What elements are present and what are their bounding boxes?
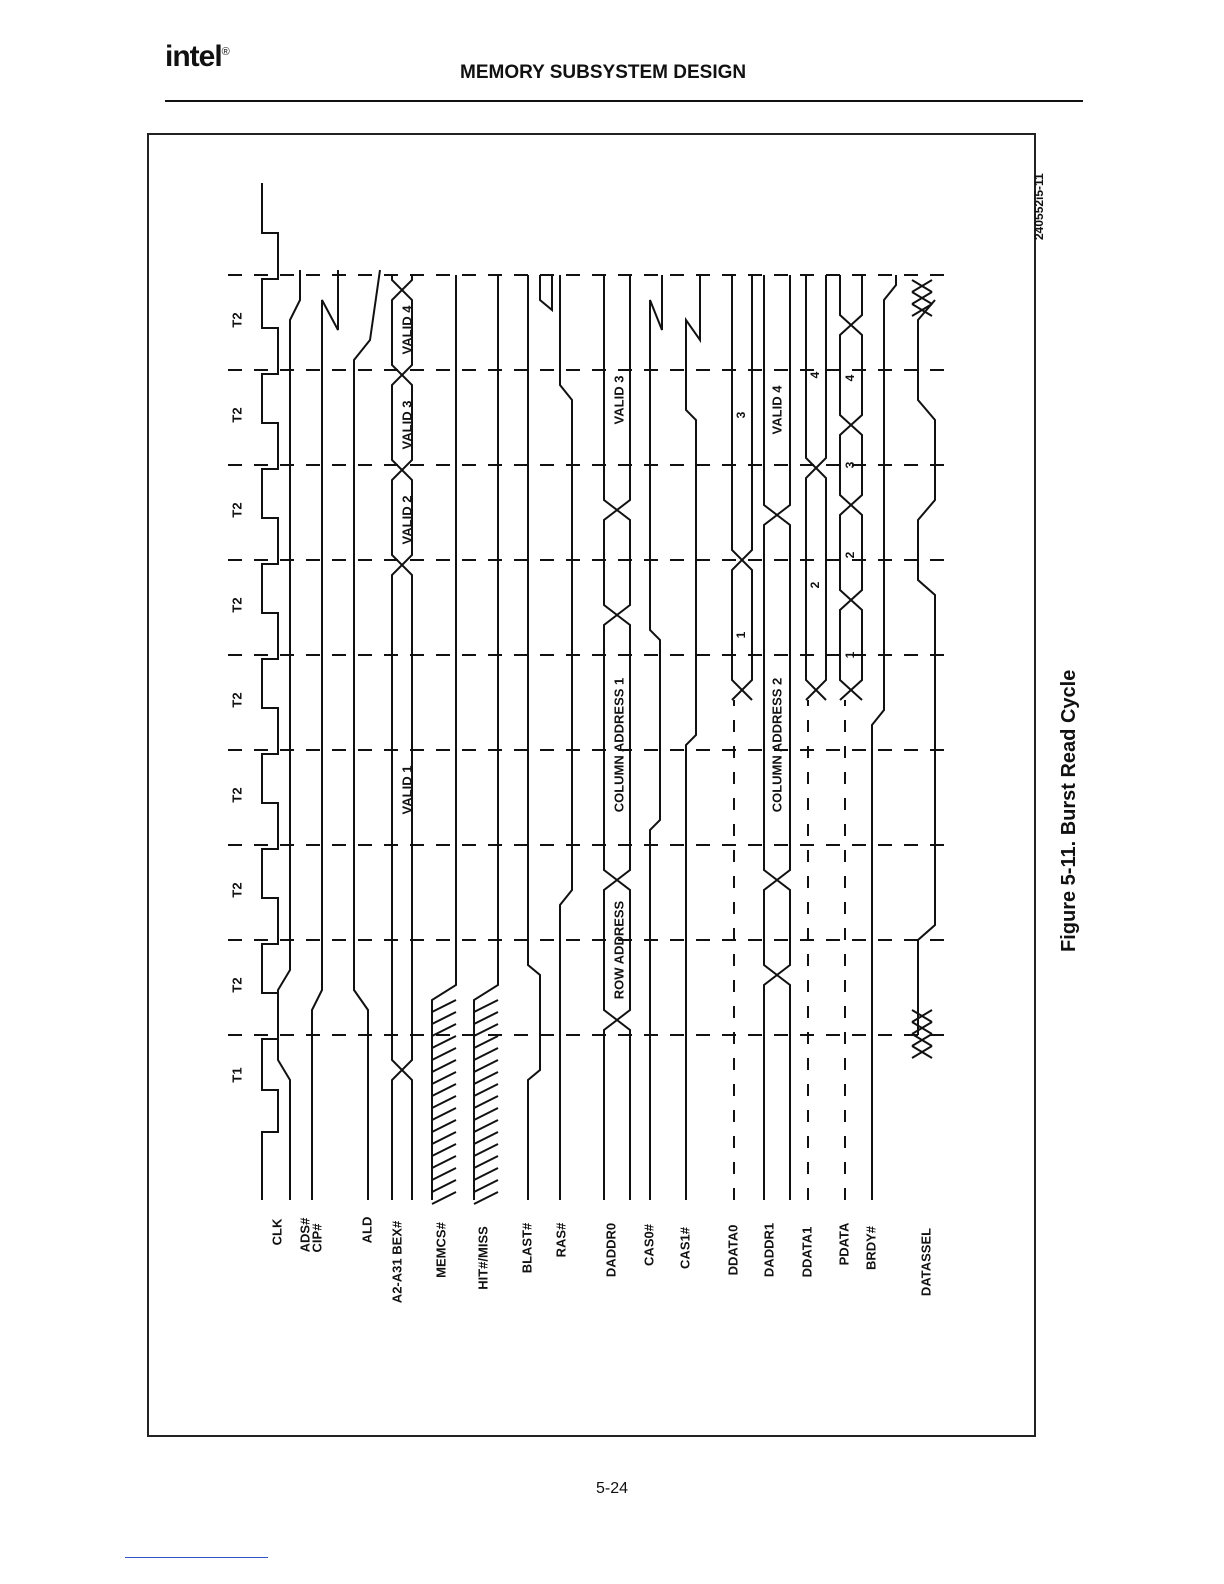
signal-label-15: PDATA [836,1222,852,1266]
state-label-1: T2 [229,977,245,993]
pdata-bus-left [840,275,851,700]
daddr0-label-col1: COLUMN ADDRESS 1 [611,677,627,813]
clock-boundary-lines [228,275,950,1035]
page-header-title: MEMORY SUBSYSTEM DESIGN [460,62,747,83]
signal-waveforms [262,183,935,1204]
ddata1-bus-left [806,275,816,700]
signal-label-7: BLAST# [519,1222,535,1274]
ald-wave [354,270,380,1200]
signal-label-8: RAS# [553,1222,569,1258]
diagram-labels [229,305,933,1303]
signal-label-3: ALD [359,1216,375,1244]
signal-label-13: DADDR1 [761,1222,777,1278]
registered-mark: ® [221,46,229,58]
blast-top [540,275,552,310]
figure-caption: Figure 5-11. Burst Read Cycle [1058,669,1080,952]
state-label-2: T2 [229,882,245,898]
datassel-wave [918,300,935,1035]
signal-label-6: HIT#/MISS [475,1226,491,1290]
state-label-6: T2 [229,502,245,518]
figure-code: 240552i5-11 [1032,173,1046,240]
signal-label-14: DDATA1 [799,1226,815,1278]
state-label-7: T2 [229,407,245,423]
state-label-3: T2 [229,787,245,803]
footnote-rule [125,1557,268,1558]
ddata0-label-1: 1 [734,631,749,639]
page-number: 5-24 [595,1480,629,1497]
cip-wave [312,270,338,1200]
state-label-8: T2 [229,312,245,328]
daddr1-label-valid4: VALID 4 [769,385,785,435]
brdy-wave [872,275,896,1200]
state-label-5: T2 [229,597,245,613]
ddata1-bus-right [816,275,826,700]
ras-wave [560,275,572,1200]
signal-label-2: CIP# [309,1223,325,1253]
daddr1-label-col2: COLUMN ADDRESS 2 [769,677,785,813]
pdata-label-4: 4 [843,374,858,382]
addr-label-1: VALID 1 [399,765,415,815]
ads-wave [278,270,300,1200]
signal-label-9: DADDR0 [603,1222,619,1278]
logo-text: intel [165,40,222,73]
cas1-wave [686,275,700,1200]
daddr0-label-row: ROW ADDRESS [611,900,627,1000]
pdata-bus-right [851,275,862,700]
pdata-label-1: 1 [843,651,858,659]
addr-label-2: VALID 2 [399,495,415,545]
state-label-0: T1 [229,1067,245,1083]
signal-label-10: CAS0# [641,1224,657,1266]
signal-label-5: MEMCS# [433,1222,449,1278]
signal-label-11: CAS1# [677,1227,693,1269]
memcs-hatch [432,1000,456,1204]
signal-label-17: DATASSEL [918,1227,934,1297]
ddata1-label-4: 4 [808,371,823,379]
cas0-wave [650,275,662,1200]
signal-label-4: A2-A31 BEX# [389,1220,405,1304]
addr-label-3: VALID 3 [399,400,415,450]
clk-wave [262,183,278,1200]
hitmiss-hatch [474,1000,498,1204]
blast-wave [528,275,540,1200]
signal-label-1: ADS# [297,1217,313,1253]
daddr0-label-valid3: VALID 3 [611,375,627,425]
signal-label-12: DDATA0 [725,1224,741,1276]
pdata-label-3: 3 [843,461,858,469]
signal-label-16: BRDY# [863,1225,879,1271]
ddata1-label-2: 2 [808,581,823,589]
ddata0-label-3: 3 [734,411,749,419]
state-label-4: T2 [229,692,245,708]
datassel-unknown [912,280,932,1058]
signal-label-0: CLK [269,1218,285,1246]
pdata-label-2: 2 [843,551,858,559]
addr-label-4: VALID 4 [399,305,415,355]
